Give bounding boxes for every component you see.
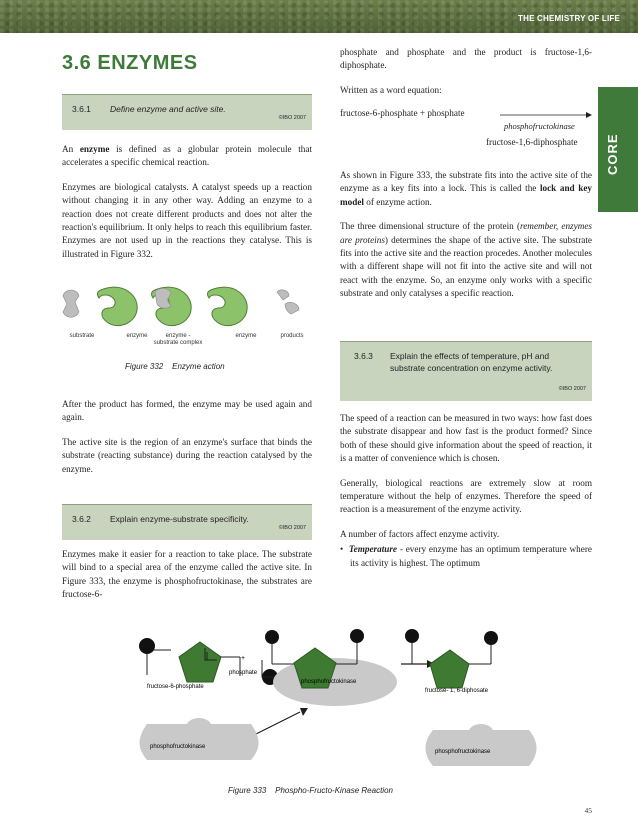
enzyme-substrate-complex [151,287,191,325]
enzyme-specificity-paragraph: Enzymes make it easier for a reaction to take place. The substrate will bind to a special area of the enzyme called the active site. In Figure 333, the enzyme is phosphofructokinase, the substrates are fructose-6- [62,549,312,600]
right-column-middle [340,169,592,312]
fructose-6-phosphate-molecule [139,638,240,682]
running-head: THE CHEMISTRY OF LIFE [518,14,620,23]
right-column-top [340,46,592,101]
label-enzyme-center: phosphofructokinase [301,679,357,685]
fructose-1-6-diphosphate-molecule [405,629,498,688]
objective-number: 3.6.3 [354,351,373,361]
figure-332-caption: Figure 332 Enzyme action [125,362,225,371]
objective-box-3-6-2 [62,504,312,540]
objective-box-3-6-1 [62,94,312,130]
ibo-credit: ©IBO 2007 [558,386,586,392]
equation-arrow [500,110,592,120]
objective-box-3-6-3 [340,341,592,401]
label-product: fructose- 1, 6-diphosate [425,688,489,694]
equation-left: fructose-6-phosphate + phosphate [340,108,465,118]
structure-paragraph: The three dimensional structure of the protein (remember, enzymes are proteins) determines the shape of the active site. The substrate fits into the active site and the reaction procedes. Another molecules with a different shape will not fit into the active site and will not react with the enzyme. So, an enzyme only works with a specific substrate and only catalyses a specific reaction. [340,221,592,299]
free-enzyme-left [140,718,259,760]
objective-number: 3.6.2 [72,514,91,524]
fig332-label-enzyme-1: enzyme [126,333,148,339]
substrate-shape [63,290,79,317]
figure-333-caption: Figure 333 Phospho-Fructo-Kinase Reaction [228,786,393,795]
lock-and-key-paragraph: As shown in Figure 333, the substrate fits into the active site of the enzyme as a key fits into a lock. This is called the lock and key model of enzyme action. [340,170,592,207]
label-f6p: fructose-6-phosphate [147,684,204,690]
left-column-top [62,143,312,272]
enzyme-shape-1 [97,287,137,325]
product-formed-paragraph: After the product has formed, the enzyme may be used again and again. [62,399,312,423]
objective-text: Explain the effects of temperature, pH and substrate concentration on enzyme activity. [390,351,553,373]
enzyme-substrate-complex [265,629,397,706]
core-tab-label: CORE [605,133,620,175]
enzyme-shape-2 [207,287,247,325]
figure-333-pfk-reaction [125,620,545,780]
objective-text: Explain enzyme-substrate specificity. [110,514,249,524]
label-enzyme-right: phosphofructokinase [435,749,491,755]
ibo-credit: ©IBO 2007 [278,115,306,121]
fig332-label-complex: enzyme - substrate complex [153,333,203,346]
active-site-paragraph: The active site is the region of an enzyme's surface that binds the substrate (reacting substance) during the reaction catalysed by the enzyme. [62,436,312,474]
fig332-label-enzyme-2: enzyme [235,333,257,339]
fig332-label-substrate: substrate [69,333,95,339]
page-number: 45 [584,806,592,815]
biological-reactions-paragraph: Generally, biological reactions are extremely slow at room temperature without the help of enzymes. Therefore the speed of reaction is a measurement of the enzyme activity. [340,477,592,515]
right-column-bottom [340,412,592,581]
equation-enzyme: phosphofructokinase [504,121,575,131]
fig332-label-products: products [280,333,304,339]
products-shape [277,290,299,314]
word-equation-intro: Written as a word equation: [340,84,442,95]
section-title: 3.6 ENZYMES [62,52,198,74]
factors-paragraph: A number of factors affect enzyme activity. [340,528,500,539]
objective-number: 3.6.1 [72,104,91,114]
equation-right: fructose-1,6-diphosphate [486,137,578,147]
ibo-credit: ©IBO 2007 [278,525,306,531]
label-plus: + [241,655,246,662]
core-side-tab [598,87,638,212]
enzymes-paragraph: Enzymes are biological catalysts. A catalyst speeds up a reaction without changing it in any other way. Adding an enzyme to a reaction does not create different products and does not alter the reaction's equilibrium. It only helps to reach this equilibrium faster. Enzymes are not used up in the reactions they catalyse. This is illustrated in Figure 332. [62,181,312,259]
speed-of-reaction-paragraph: The speed of a reaction can be measured in two ways: how fast does the substrate disappear and how fast is the product formed? Since both of these should give information about the speed of reaction, it is a matter of convenience which is chosen. [340,413,592,464]
label-enzyme-left: phosphofructokinase [150,744,206,750]
enzyme-definition: An enzyme is defined as a globular protein molecule that accelerates a specific chemical reaction. [62,144,312,168]
product-continuation: phosphate and phosphate and the product is fructose-1,6-diphosphate. [340,47,592,71]
free-enzyme-right [426,724,537,766]
left-column-bottom [62,548,312,613]
temperature-bullet: • Temperature - every enzyme has an optimum temperature where its activity is highest. The optimum [340,544,592,568]
objective-text: Define enzyme and active site. [110,104,226,114]
label-phosphate: phosphate [229,670,258,676]
left-column-middle [62,398,312,487]
